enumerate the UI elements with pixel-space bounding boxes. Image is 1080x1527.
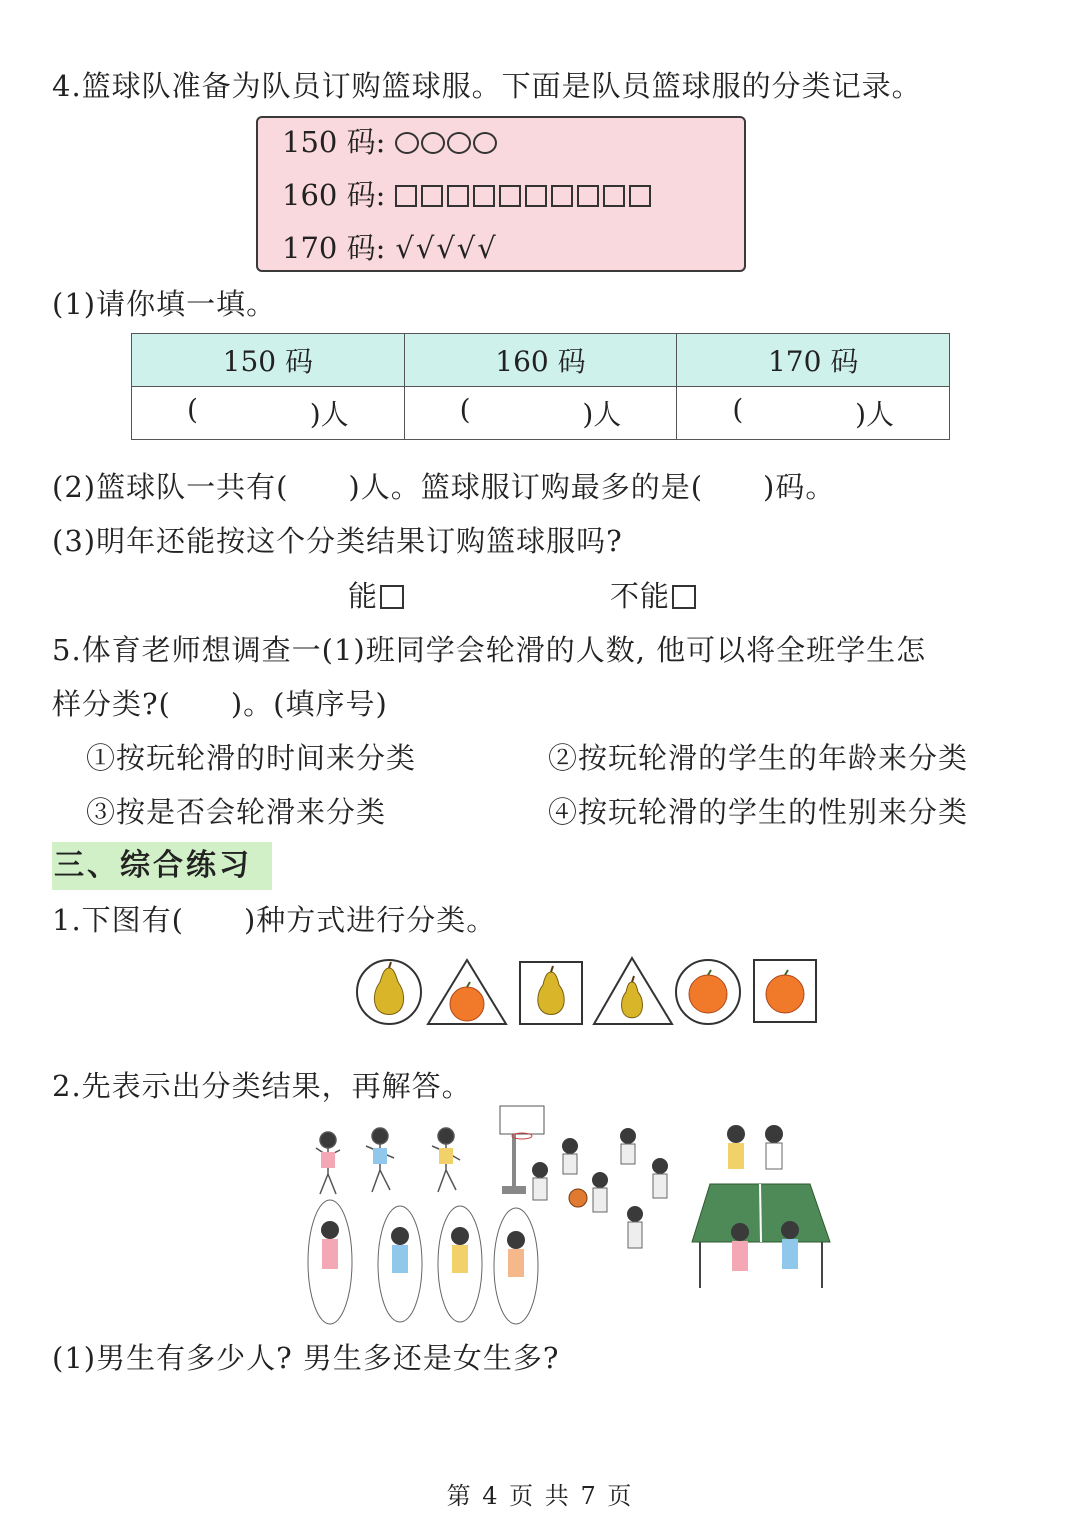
circle-marks (395, 125, 499, 159)
q5-option-2: ②按玩轮滑的学生的年龄来分类 (548, 741, 969, 775)
paren-close-unit: )人 (309, 398, 349, 431)
option-yes (348, 576, 404, 616)
classification-record-box (256, 116, 746, 272)
frame-circle-pear (357, 960, 421, 1024)
option-yes-label: 能 (348, 579, 379, 613)
frame-triangle-orange (428, 960, 506, 1024)
square-mark (577, 185, 599, 207)
basketball-group (500, 1106, 668, 1248)
check-mark: √ (415, 231, 437, 265)
table-answer-row (132, 387, 950, 440)
square-mark (629, 185, 651, 207)
q5-option-1: ①按玩轮滑的时间来分类 (86, 741, 417, 775)
paren-open: ( (732, 393, 744, 426)
square-mark (473, 185, 495, 207)
record-row-160 (282, 175, 655, 215)
no-checkbox[interactable] (672, 585, 696, 609)
check-marks (395, 231, 497, 265)
q5-option-3: ③按是否会轮滑来分类 (86, 795, 387, 829)
header-160: 160 码 (404, 334, 677, 387)
answer-cell-170[interactable] (677, 387, 950, 440)
section-heading: 三、综合练习 (52, 842, 272, 890)
frame-square-orange (754, 960, 816, 1022)
square-mark (421, 185, 443, 207)
square-mark (551, 185, 573, 207)
circle-mark (447, 132, 471, 154)
s3-q2: 2.先表示出分类结果，再解答。 (52, 1069, 472, 1103)
table-tennis-group (692, 1125, 830, 1288)
circle-mark (395, 132, 419, 154)
square-mark (603, 185, 625, 207)
check-mark: √ (436, 231, 457, 265)
q4-part2: (2)篮球队一共有( )人。篮球服订购最多的是( )码。 (52, 470, 836, 504)
check-mark: √ (477, 231, 498, 265)
q5-option-4: ④按玩轮滑的学生的性别来分类 (548, 795, 969, 829)
circle-mark (473, 132, 497, 154)
fruit-classification-figure (344, 952, 834, 1032)
check-mark: √ (456, 231, 478, 265)
option-no-label: 不能 (610, 579, 671, 613)
dancing-girls-group (316, 1128, 460, 1194)
record-label: 160 码: (282, 178, 386, 212)
square-mark (395, 185, 417, 207)
answer-cell-150[interactable] (132, 387, 405, 440)
frame-circle-orange (676, 960, 740, 1024)
circle-mark (421, 132, 445, 154)
q4-part3: (3)明年还能按这个分类结果订购篮球服吗? (52, 524, 623, 558)
option-no (610, 576, 696, 616)
jump-rope-group (308, 1200, 538, 1324)
paren-open: ( (459, 393, 471, 426)
record-label: 150 码: (282, 125, 386, 159)
paren-open: ( (187, 393, 198, 426)
q5-line1: 5.体育老师想调查一(1)班同学会轮滑的人数, 他可以将全班学生怎 (52, 633, 927, 667)
square-mark (499, 185, 521, 207)
s3-q1: 1.下图有( )种方式进行分类。 (52, 903, 497, 937)
paren-close-unit: )人 (582, 398, 622, 431)
square-mark (447, 185, 469, 207)
check-mark: √ (395, 231, 416, 265)
frame-triangle-pear (594, 958, 672, 1024)
frame-square-pear (520, 962, 582, 1024)
table-header-row (132, 334, 950, 387)
q4-part1: (1)请你填一填。 (52, 287, 277, 321)
q4-title: 4.篮球队准备为队员订购篮球服。下面是队员篮球服的分类记录。 (52, 69, 922, 103)
square-marks (395, 178, 655, 212)
yes-checkbox[interactable] (380, 585, 404, 609)
q5-line2: 样分类?( )。(填序号) (52, 687, 388, 721)
children-activities-illustration (300, 1102, 850, 1330)
page-footer: 第 4 页 共 7 页 (446, 1482, 634, 1510)
header-170: 170 码 (677, 334, 950, 387)
paren-close-unit: )人 (855, 398, 894, 431)
record-row-170 (282, 228, 498, 268)
header-150: 150 码 (132, 334, 405, 387)
record-row-150 (282, 122, 499, 162)
fill-in-table (131, 333, 950, 440)
answer-cell-160[interactable] (404, 387, 677, 440)
record-label: 170 码: (282, 231, 386, 265)
square-mark (525, 185, 547, 207)
s3-q2-part1: (1)男生有多少人? 男生多还是女生多? (52, 1341, 560, 1375)
